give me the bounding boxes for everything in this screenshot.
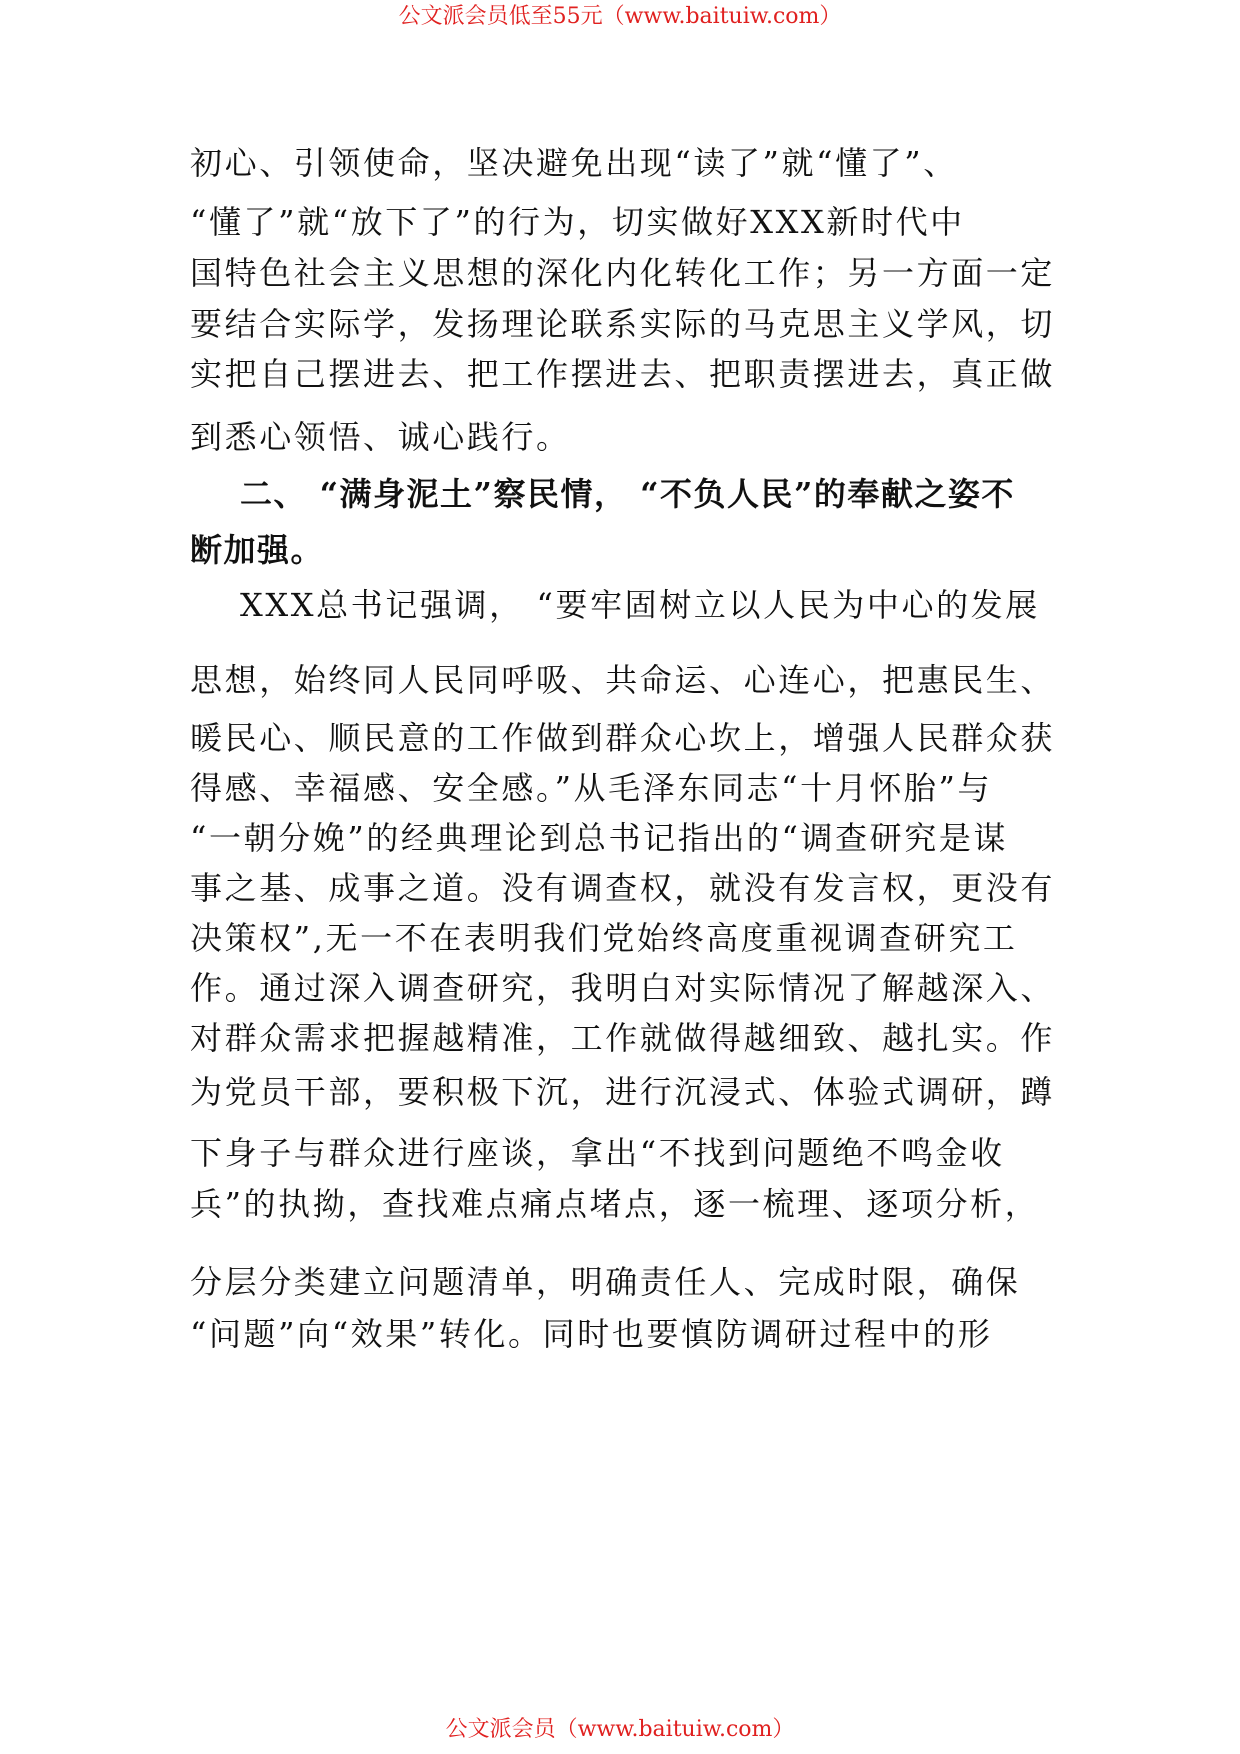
header-banner[interactable]: 公文派会员低至55元（www.baituiw.com） (398, 4, 842, 29)
footer-banner[interactable]: 公文派会员（www.baituiw.com） (445, 1717, 795, 1742)
paragraph-line: 暖民心、顺民意的工作做到群众心坎上，增强人民群众获 (190, 719, 1056, 757)
section-heading: 二、 “满身泥土”察民情， “不负人民”的奉献之姿不 (240, 475, 1015, 513)
body-line: 要结合实际学，发扬理论联系实际的马克思主义学风，切 (190, 305, 1056, 343)
paragraph-line: 兵”的执拗，查找难点痛点堵点，逐一梳理、逐项分析， (190, 1185, 1040, 1223)
paragraph-line: 下身子与群众进行座谈，拿出“不找到问题绝不鸣金收 (190, 1134, 1005, 1172)
paragraph-line: 得感、幸福感、安全感。”从毛泽东同志“十月怀胎”与 (190, 769, 993, 807)
paragraph-line: XXX总书记强调， “要牢固树立以人民为中心的发展 (240, 586, 1040, 624)
paragraph-line: 思想，始终同人民同呼吸、共命运、心连心，把惠民生、 (190, 661, 1056, 699)
body-line: “懂了”就“放下了”的行为，切实做好XXX新时代中 (190, 203, 965, 241)
paragraph-line: “问题”向“效果”转化。同时也要慎防调研过程中的形 (190, 1315, 993, 1353)
paragraph-line: “一朝分娩”的经典理论到总书记指出的“调查研究是谋 (190, 819, 1009, 857)
paragraph-line: 分层分类建立问题清单，明确责任人、完成时限，确保 (190, 1263, 1021, 1301)
paragraph-line: 事之基、成事之道。没有调查权，就没有发言权，更没有 (190, 869, 1056, 907)
paragraph-line: 对群众需求把握越精准，工作就做得越细致、越扎实。作 (190, 1019, 1056, 1057)
paragraph-line: 为党员干部，要积极下沉，进行沉浸式、体验式调研，蹲 (190, 1073, 1056, 1111)
section-heading-continued: 断加强。 (190, 531, 325, 569)
body-line: 到悉心领悟、诚心践行。 (190, 418, 571, 456)
body-line: 初心、引领使命，坚决避免出现“读了”就“懂了”、 (190, 144, 958, 182)
body-line: 国特色社会主义思想的深化内化转化工作；另一方面一定 (190, 254, 1056, 292)
body-line: 实把自己摆进去、把工作摆进去、把职责摆进去，真正做 (190, 355, 1056, 393)
paragraph-line: 作。通过深入调查研究，我明白对实际情况了解越深入、 (190, 969, 1056, 1007)
paragraph-line: 决策权”,无一不在表明我们党始终高度重视调查研究工 (190, 919, 1018, 957)
